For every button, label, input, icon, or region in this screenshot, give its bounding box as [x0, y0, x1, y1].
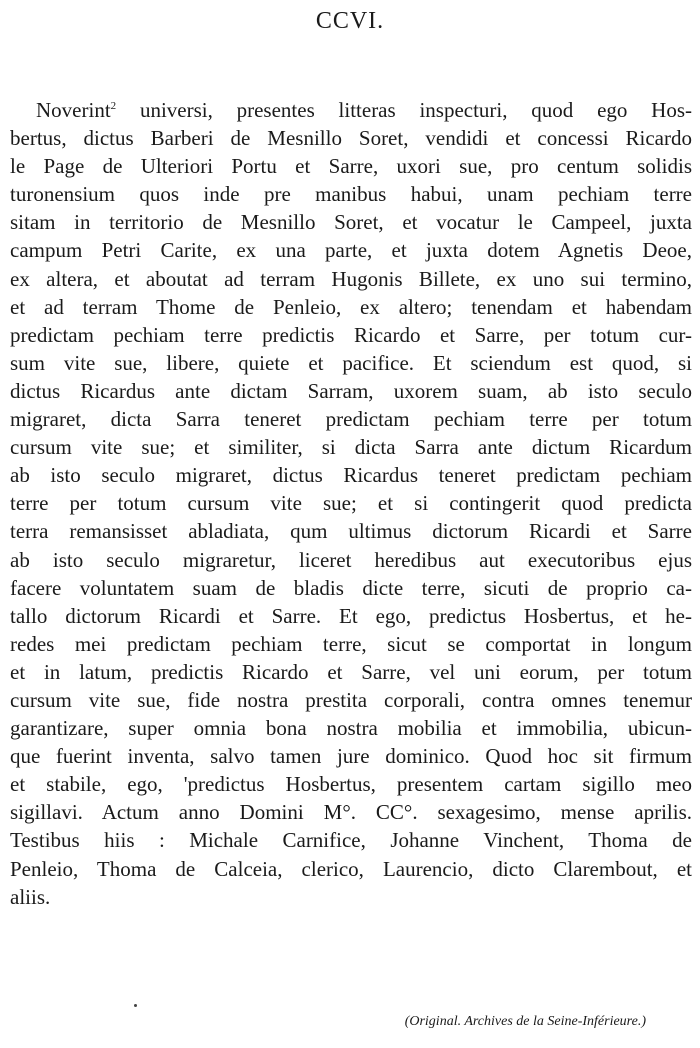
text-line	[10, 96, 692, 124]
text-line: dictus Ricardus ante dictam Sarram, uxorem suam, ab isto seculo	[10, 378, 692, 403]
footnote-marker: 2	[110, 100, 117, 112]
text-line: sigillavi. Actum anno Domini M°. CC°. sexagesimo, mense aprilis.	[10, 800, 692, 825]
text-line: sitam in territorio de Mesnillo Soret, et vocatur le Campeel, juxta	[10, 210, 692, 235]
text-line: sum vite sue, libere, quiete et pacifice. Et sciendum est quod, si	[10, 350, 692, 375]
text-line: campum Petri Carite, ex una parte, et juxta dotem Agnetis Deoe,	[10, 238, 692, 263]
ink-speck	[134, 1004, 137, 1007]
text-line: Testibus hiis : Michale Carnifice, Johanne Vinchent, Thoma de	[10, 828, 692, 853]
text-line: tallo dictorum Ricardi et Sarre. Et ego, predictus Hosbertus, et he-	[10, 603, 692, 628]
text-line: facere voluntatem suam de bladis dicte terre, sicuti de proprio ca-	[10, 575, 692, 600]
text-line: terra remansisset abladiata, qum ultimus dictorum Ricardi et Sarre	[10, 519, 692, 544]
text-line: cursum vite sue, fide nostra prestita corporali, contra omnes tenemur	[10, 687, 692, 712]
text-line: redes mei predictam pechiam terre, sicut se comportat in longum	[10, 631, 692, 656]
text-line: le Page de Ulteriori Portu et Sarre, uxori sue, pro centum solidis	[10, 154, 692, 179]
text-line: aliis.	[10, 884, 51, 909]
text-line: et ad terram Thome de Penleio, ex altero; tenendam et habendam	[10, 294, 692, 319]
charter-text	[10, 96, 692, 939]
text-line: et stabile, ego, 'predictus Hosbertus, presentem cartam sigillo meo	[10, 772, 692, 797]
opening-word: Noverint	[36, 98, 111, 122]
text-line: bertus, dictus Barberi de Mesnillo Soret, vendidi et concessi Ricardo	[10, 126, 692, 151]
text-line: turonensium quos inde pre manibus habui, unam pechiam terre	[10, 182, 692, 207]
text-line: et in latum, predictis Ricardo et Sarre, vel uni eorum, per totum	[10, 659, 692, 684]
opening-line-rest: universi, presentes litteras inspecturi, quod ego Hos-	[139, 98, 692, 122]
text-line: migraret, dicta Sarra teneret predictam pechiam terre per totum	[10, 407, 692, 432]
text-line: que fuerint inventa, salvo tamen jure dominico. Quod hoc sit firmum	[10, 744, 692, 769]
text-line: ab isto seculo migraretur, liceret heredibus aut executoribus ejus	[10, 547, 692, 572]
text-line: ab isto seculo migraret, dictus Ricardus teneret predictam pechiam	[10, 463, 692, 488]
text-line: ex altera, et aboutat ad terram Hugonis Billete, ex uno sui termino,	[10, 266, 692, 291]
text-line: cursum vite sue; et similiter, si dicta Sarra ante dictum Ricardum	[10, 435, 692, 460]
source-citation: (Original. Archives de la Seine-Inférieure.)	[404, 1014, 646, 1029]
text-line: predictam pechiam terre predictis Ricardo et Sarre, per totum cur-	[10, 322, 692, 347]
text-line-last	[10, 911, 692, 939]
text-line: terre per totum cursum vite sue; et si contingerit quod predicta	[10, 491, 692, 516]
text-line: Penleio, Thoma de Calceia, clerico, Laurencio, dicto Clarembout, et	[10, 856, 692, 881]
text-line: garantizare, super omnia bona nostra mobilia et immobilia, ubicun-	[10, 716, 692, 741]
charter-number-heading: CCVI.	[315, 8, 385, 34]
